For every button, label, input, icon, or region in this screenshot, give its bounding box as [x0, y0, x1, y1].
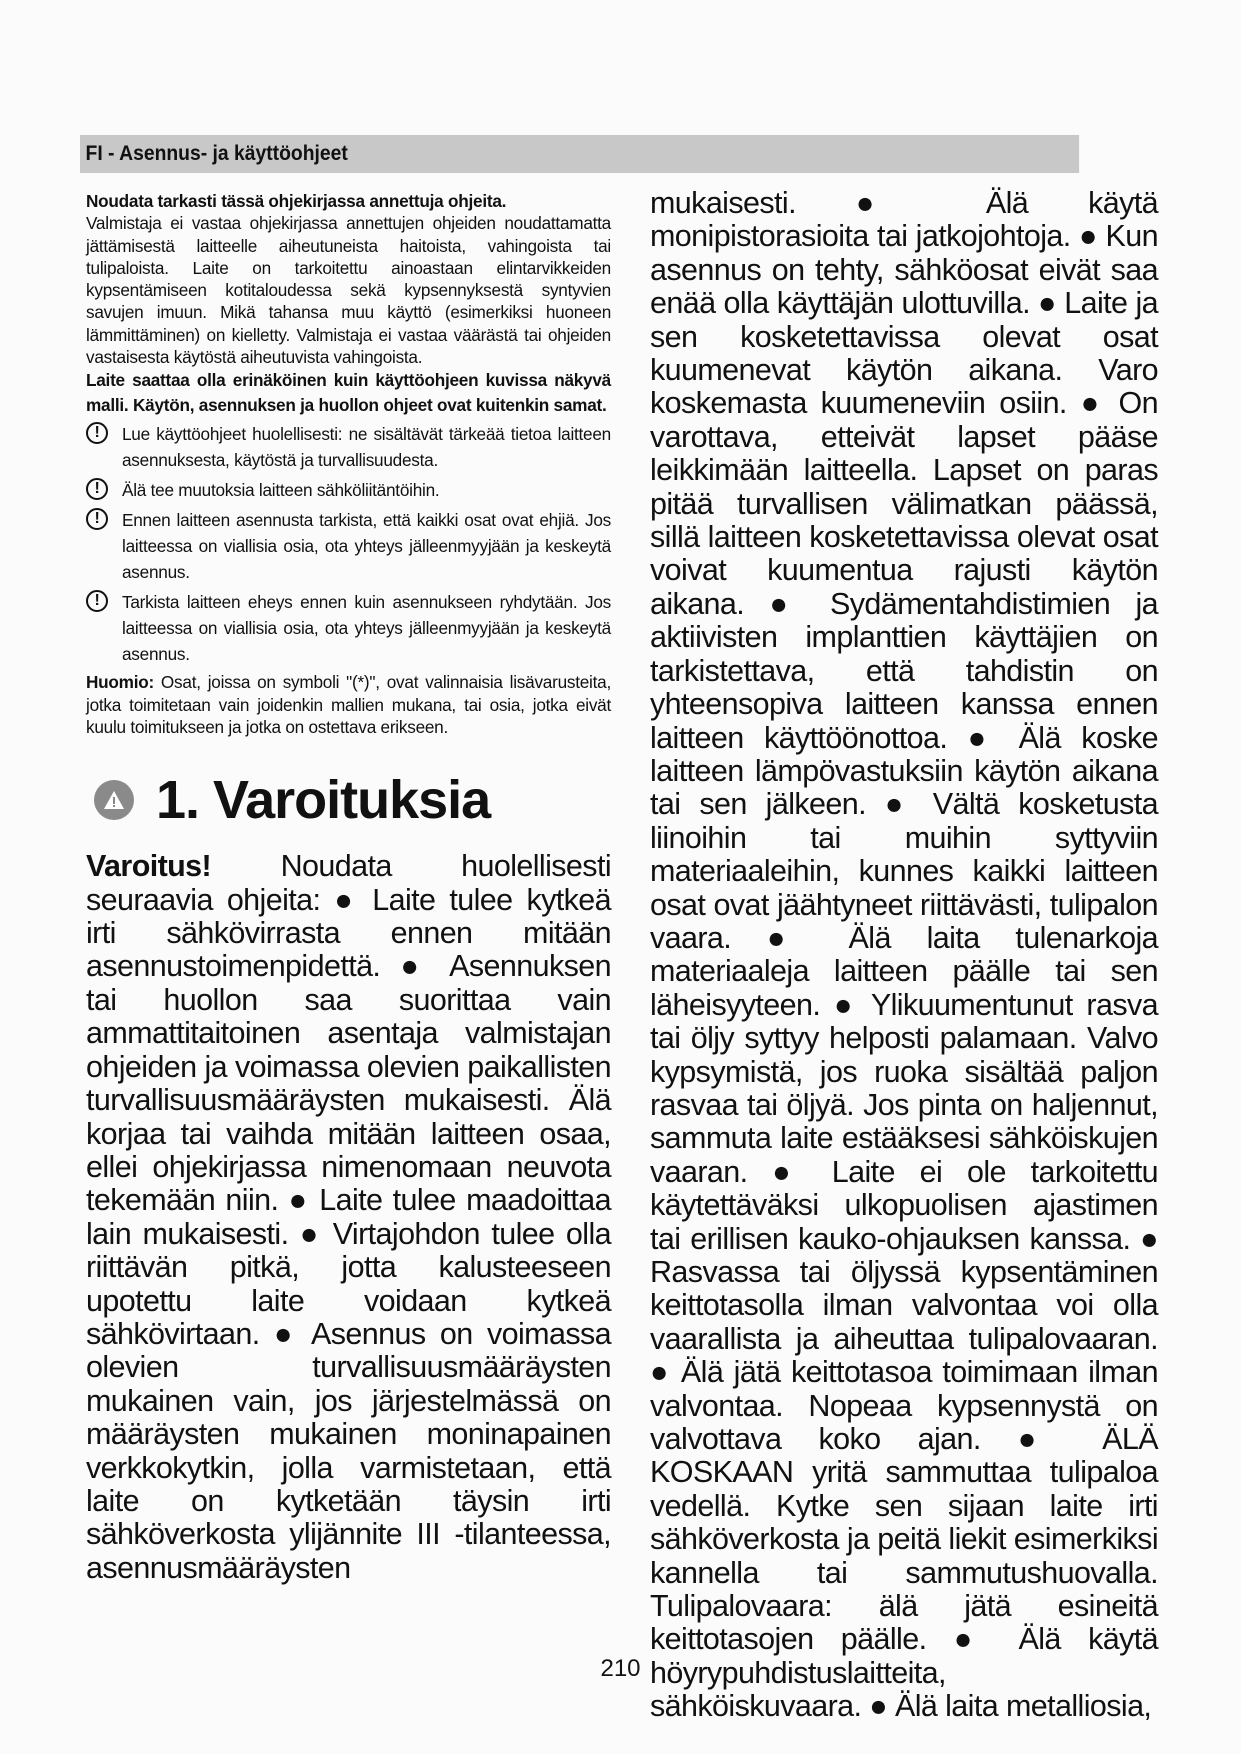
intro-lead: Noudata tarkasti tässä ohjekirjassa annettuja ohjeita.	[86, 191, 507, 211]
note-label: Huomio:	[86, 672, 154, 693]
section-heading	[86, 770, 611, 830]
left-column	[86, 190, 611, 1585]
warning-label: Varoitus!	[86, 849, 212, 884]
caution-list	[86, 421, 611, 667]
caution-item	[86, 421, 611, 473]
caution-item	[86, 507, 611, 585]
note-text: Osat, joissa on symboli "(*)", ovat valinnaisia lisävarusteita, jotka toimitetaan vain joidenkin mallien mukana, tai osia, jotka eivät kuulu toimitukseen ja jotka on ostettava erikseen.	[86, 672, 611, 737]
exclamation-icon: !	[86, 422, 108, 444]
caution-item	[86, 477, 611, 503]
intro-notice: Laite saattaa olla erinäköinen kuin käyttöohjeen kuvissa näkyvä malli. Käytön, asennuksen ja huollon ohjeet ovat kuitenkin samat.	[86, 370, 611, 416]
note-block	[86, 671, 611, 738]
warning-icon	[94, 780, 134, 820]
caution-text: Lue käyttöohjeet huolellisesti: ne sisältävät tärkeää tietoa laitteen asennuksesta, käytöstä ja turvallisuudesta.	[122, 424, 611, 471]
right-column	[650, 187, 1158, 1724]
section-header: FI - Asennus- ja käyttöohjeet	[80, 135, 1079, 173]
caution-item	[86, 589, 611, 667]
exclamation-icon: !	[86, 508, 108, 530]
intro-paragraph: Valmistaja ei vastaa ohjekirjassa annettujen ohjeiden noudattamatta jättämisestä laitteelle aiheutuneista haitoista, vahingoista tai tulipaloista. Laite on tarkoitettu ainoastaan elintarvikkeiden kypsentämiseen kotitaloudessa sekä kypsennyksestä syntyvien savujen imuun. Mikä tahansa muu käyttö (esimerkiksi huoneen lämmittäminen) on kielletty. Valmistaja ei vastaa väärästä tai ohjeiden vastaisesta käytöstä aiheutuvista vahingoista.	[86, 213, 611, 368]
exclamation-icon: !	[86, 478, 108, 500]
page-number: 210	[600, 1655, 641, 1682]
caution-text: Älä tee muutoksia laitteen sähköliitäntöihin.	[122, 480, 440, 501]
warnings-right-text: mukaisesti. ● Älä käytä monipistorasioita tai jatkojohtoja. ● Kun asennus on tehty, sähköosat eivät saa enää olla käyttäjän ulottuvilla. ● Laite ja sen kosketettavissa olevat osat kuumenevat käytön aikana. Varo koskemasta kuumeneviin osiin. ● On varottava, etteivät lapset pääse leikkimään laitteella. Lapset on paras pitää turvallisen välimatkan päässä, sillä laitteen kosketettavissa olevat osat voivat kuumentua rajusti käytön aikana. ● Sydämentahdistimien ja aktiivisten implanttien käyttäjien on tarkistettava, että tahdistin on yhteensopiva laitteen kanssa ennen laitteen käyttöönottoa. ● Älä koske laitteen lämpövastuksiin käytön aikana tai sen jälkeen. ● Vältä kosketusta liinoihin tai muihin syttyviin materiaaleihin, kunnes kaikki laitteen osat ovat jäähtyneet riittävästi, tulipalon vaara. ● Älä laita tulenarkoja materiaaleja laitteen päälle tai sen läheisyyteen. ● Ylikuumentunut rasva tai öljy syttyy helposti palamaan. Valvo kypsymistä, jos ruoka sisältää paljon rasvaa tai öljyä. Jos pinta on haljennut, sammuta laite estääksesi sähköiskujen vaaran. ● Laite ei ole tarkoitettu käytettäväksi ulkopuolisen ajastimen tai erillisen kauko-ohjauksen kanssa. ● Rasvassa tai öljyssä kypsentäminen keittotasolla ilman valvontaa voi olla vaarallista ja aiheuttaa tulipalovaaran. ● Älä jätä keittotasoa toimimaan ilman valvontaa. Nopeaa kypsennystä on valvottava koko ajan. ● ÄLÄ KOSKAAN yritä sammuttaa tulipaloa vedellä. Kytke sen sijaan laite irti sähköverkosta ja peitä liekit esimerkiksi kannella tai sammutushuovalla. Tulipalovaara: älä jätä esineitä keittotasojen päälle. ● Älä käytä höyrypuhdistuslaitteita, sähköiskuvaara. ● Älä laita metalliosia,	[650, 186, 1158, 1724]
caution-text: Ennen laitteen asennusta tarkista, että kaikki osat ovat ehjiä. Jos laitteessa on viallisia osia, ota yhteys jälleenmyyjään ja keskeytä asennus.	[122, 510, 611, 583]
intro-block	[86, 190, 611, 418]
section-title: 1. Varoituksia	[156, 770, 491, 831]
warnings-left-text: Noudata huolellisesti seuraavia ohjeita: ● Laite tulee kytkeä irti sähkövirrasta ennen mitään asennustoimenpidettä. ● Asennuksen tai huollon saa suorittaa vain ammattitaitoinen asentaja valmistajan ohjeiden ja voimassa olevien paikallisten turvallisuusmääräysten mukaisesti. Älä korjaa tai vaihda mitään laitteen osaa, ellei ohjekirjassa nimenomaan neuvota tekemään niin. ● Laite tulee maadoittaa lain mukaisesti. ● Virtajohdon tulee olla riittävän pitkä, jotta kalusteeseen upotettu laite voidaan kytkeä sähkövirtaan. ● Asennus on voimassa olevien turvallisuusmääräysten mukainen vain, jos järjestelmässä on määräysten mukainen moninapainen verkkokytkin, jolla varmistetaan, että laite on kytketään täysin irti sähköverkosta ylijännite III -tilanteessa, asennusmääräysten	[86, 849, 611, 1585]
caution-text: Tarkista laitteen eheys ennen kuin asennukseen ryhdytään. Jos laitteessa on viallisia osia, ota yhteys jälleenmyyjään ja keskeytä asennus.	[122, 592, 611, 665]
warnings-left	[86, 850, 611, 1585]
exclamation-icon: !	[86, 590, 108, 612]
